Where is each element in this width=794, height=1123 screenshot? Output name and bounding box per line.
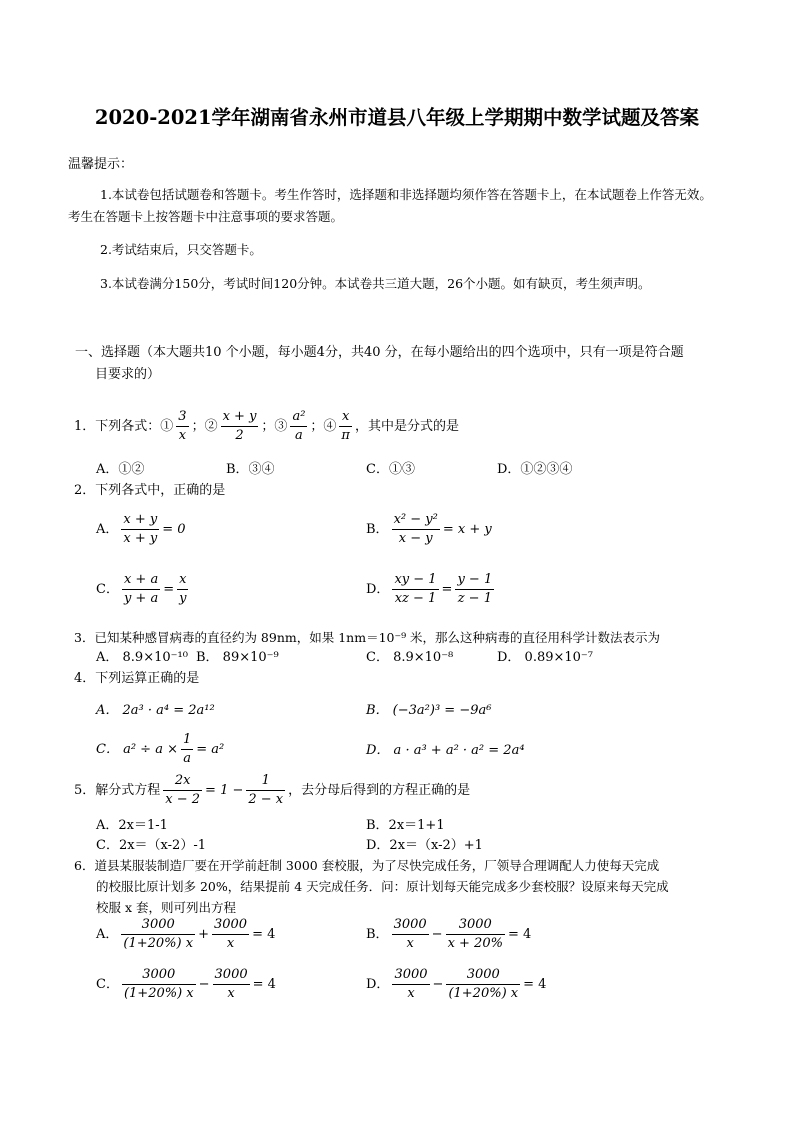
q3-option-b: B． 89×10⁻⁹ [196, 650, 279, 665]
q6-b-fraction-1 [392, 918, 429, 952]
q2-d-num2: y − 1 [457, 572, 493, 587]
q6-b-label: B． [366, 927, 389, 942]
q6-a-rhs: = 4 [252, 927, 276, 942]
q2-a-den: x + y [123, 531, 158, 547]
q4-c-post: = a² [196, 742, 225, 757]
q6-option-a [96, 918, 275, 952]
q2-option-a [96, 513, 186, 547]
page-title: 2020-2021学年湖南省永州市道县八年级上学期期中数学试题及答案 [94, 106, 700, 129]
q6-c-n1: 3000 [142, 967, 176, 982]
q2-b-num: x² − y² [393, 512, 438, 527]
notice-p3: 3.本试卷满分150分，考试时间120分钟。本试卷共三道大题，26个小题。如有缺页，考生须声明。 [100, 276, 651, 291]
q2-d-fraction-2 [455, 573, 494, 607]
q5-fraction-1 [163, 774, 202, 808]
notice-p1-line2: 考生在答题卡上按答题卡中注意事项的要求答题。 [68, 209, 344, 224]
q4-c-num: 1 [182, 732, 192, 747]
q6-c-op: − [198, 977, 210, 992]
q2-d-den1: xz − 1 [392, 589, 438, 606]
q4-option-c [96, 733, 224, 767]
q6-a-n1: 3000 [141, 917, 175, 932]
q1-f2-num: x + y [222, 409, 257, 424]
q6-a-fraction-2 [212, 918, 249, 952]
q6-option-c [96, 968, 276, 1002]
q6-c-d2: x [213, 984, 250, 1001]
q1-fraction-1 [176, 410, 188, 444]
q4-option-d: D． a · a³ + a² · a² = 2a⁴ [366, 743, 525, 758]
q4-c-fraction [181, 733, 193, 767]
q6-c-n2: 3000 [214, 967, 248, 982]
q6-d-fraction-1 [392, 968, 429, 1002]
q6-b-fraction-2 [446, 918, 505, 952]
q6-b-n2: 3000 [458, 917, 492, 932]
q2-d-den2: z − 1 [455, 589, 494, 606]
q2-c-fraction-2 [177, 573, 188, 607]
q6-line3: 校服 x 套，则可列出方程 [96, 900, 236, 915]
q6-option-b [366, 918, 531, 952]
q3-option-d: D． 0.89×10⁻⁷ [497, 650, 594, 665]
q6-b-d1: x [392, 934, 429, 951]
q2-c-num1: x + a [123, 572, 159, 587]
q2-a-num: x + y [123, 512, 158, 527]
q1-tail: ，其中是分式的是 [354, 419, 459, 434]
question-1-stem [74, 410, 459, 444]
q2-c-label: C． [96, 582, 119, 597]
q5-option-c: C．2x＝（x-2）-1 [96, 838, 206, 853]
q6-d-label: D． [366, 977, 390, 992]
section1-line1: 一、选择题（本大题共10 个小题，每小题4分，共40 分，在每小题给出的四个选项中，只有一项是符合题 [75, 345, 684, 360]
q2-a-fraction [121, 513, 159, 547]
q6-option-d [366, 968, 546, 1002]
q6-b-d2: x + 20% [447, 936, 503, 952]
q6-a-d1: (1+20%) x [123, 936, 194, 952]
q2-b-rhs: = x + y [442, 522, 492, 537]
q2-a-label: A． [96, 522, 119, 537]
q6-d-op: − [432, 977, 444, 992]
q2-d-fraction-1 [392, 573, 438, 607]
q6-b-rhs: = 4 [507, 927, 532, 942]
q5-option-a: A．2x＝1-1 [96, 818, 168, 833]
q6-c-label: C． [96, 977, 119, 992]
q1-f4-den: π [341, 428, 350, 444]
q1-f4-num: x [342, 409, 350, 424]
q2-stem: 2．下列各式中，正确的是 [74, 483, 226, 498]
q2-d-num1: xy − 1 [394, 572, 437, 587]
q5-lead: 5．解分式方程 [74, 783, 161, 798]
q6-line1: 6．道县某服装制造厂要在开学前赶制 3000 套校服，为了尽快完成任务，厂领导合理调配人力使每天完成 [74, 858, 660, 873]
q1-sep2: ；② [191, 419, 218, 434]
q1-fraction-2 [221, 410, 259, 444]
q2-b-fraction [392, 513, 440, 547]
q1-sep3: ；③ [261, 419, 288, 434]
q6-d-n1: 3000 [394, 967, 428, 982]
q6-c-rhs: = 4 [252, 977, 276, 992]
q5-mid: = 1 − [205, 783, 244, 798]
q1-f3-num: a² [292, 409, 306, 424]
q1-f3-den: a [290, 426, 307, 443]
q5-option-b: B．2x＝1+1 [366, 818, 445, 833]
q3-option-c: C． 8.9×10⁻⁸ [366, 650, 454, 665]
q2-c-eq: = [163, 582, 175, 597]
q2-option-b [366, 513, 492, 547]
q6-c-fraction-1 [122, 968, 196, 1002]
q5-fraction-2 [246, 774, 285, 808]
q6-d-d1: x [392, 984, 429, 1001]
q6-a-d2: x [212, 934, 249, 951]
q2-option-c [96, 573, 191, 607]
q2-c-den2: y [179, 591, 187, 607]
q1-f2-den: 2 [221, 426, 259, 443]
q6-b-n1: 3000 [393, 917, 427, 932]
question-5-stem [74, 774, 470, 808]
q5-f2-num: 1 [261, 773, 270, 788]
section1-line2: 目要求的） [95, 367, 161, 382]
q1-f1-num: 3 [178, 409, 187, 424]
q1-fraction-4 [339, 410, 352, 444]
q4-c-den: a [181, 749, 193, 766]
q1-option-c: C．①③ [366, 462, 415, 477]
q2-a-rhs: = 0 [162, 522, 186, 537]
q6-d-n2: 3000 [466, 967, 500, 982]
q1-f1-den: x [176, 426, 188, 443]
q1-option-b: B．③④ [226, 462, 275, 477]
q1-lead: 1．下列各式：① [74, 419, 174, 434]
q4-stem: 4．下列运算正确的是 [74, 671, 200, 686]
q5-option-d: D．2x＝（x-2）+1 [366, 838, 483, 853]
q6-a-n2: 3000 [213, 917, 248, 932]
notice-p2: 2.考试结束后，只交答题卡。 [100, 242, 262, 257]
q2-option-d [366, 573, 497, 607]
q1-option-a: A．①② [96, 462, 145, 477]
q2-c-den1: y + a [123, 591, 159, 607]
q2-d-label: D． [366, 582, 390, 597]
q3-stem: 3．已知某种感冒病毒的直径约为 89nm，如果 1nm＝10⁻⁹ 米，那么这种病毒的直径用科学计数法表示为 [74, 630, 661, 645]
q3-option-a: A． 8.9×10⁻¹⁰ [96, 650, 188, 665]
q6-line2: 的校服比原计划多 20%，结果提前 4 天完成任务．问：原计划每天能完成多少套校服？设原来每天完成 [96, 879, 669, 894]
q6-d-fraction-2 [446, 968, 520, 1002]
q4-c-pre: C． a² ÷ a × [96, 742, 178, 757]
q5-f1-num: 2x [174, 773, 191, 788]
q6-d-d2: (1+20%) x [448, 986, 519, 1002]
q5-tail: ，去分母后得到的方程正确的是 [288, 783, 471, 798]
notice-p1-line1: 1.本试卷包括试题卷和答题卡。考生作答时，选择题和非选择题均须作答在答题卡上，在本试题卷上作答无效。 [100, 187, 712, 202]
q2-c-fraction-1 [122, 573, 160, 607]
q6-d-rhs: = 4 [523, 977, 547, 992]
q6-a-op: + [198, 927, 209, 942]
q6-a-fraction-1 [121, 918, 195, 952]
q1-option-d: D．①②③④ [497, 462, 573, 477]
q2-d-eq: = [441, 582, 453, 597]
q6-b-op: − [431, 927, 443, 942]
q4-option-a: A． 2a³ · a⁴ = 2a¹² [96, 703, 215, 718]
q2-c-num2: x [179, 572, 187, 587]
q4-option-b: B． (−3a²)³ = −9a⁶ [366, 703, 492, 718]
q6-a-label: A． [96, 927, 119, 942]
q1-fraction-3 [290, 410, 307, 444]
q6-c-d1: (1+20%) x [123, 986, 194, 1002]
notice-heading: 温馨提示： [68, 157, 134, 172]
q1-sep4: ；④ [310, 419, 337, 434]
q5-f1-den: x − 2 [165, 792, 201, 808]
q5-f2-den: 2 − x [248, 792, 284, 808]
q2-b-label: B． [366, 522, 389, 537]
q6-c-fraction-2 [213, 968, 250, 1002]
q2-b-den: x − y [392, 529, 440, 546]
